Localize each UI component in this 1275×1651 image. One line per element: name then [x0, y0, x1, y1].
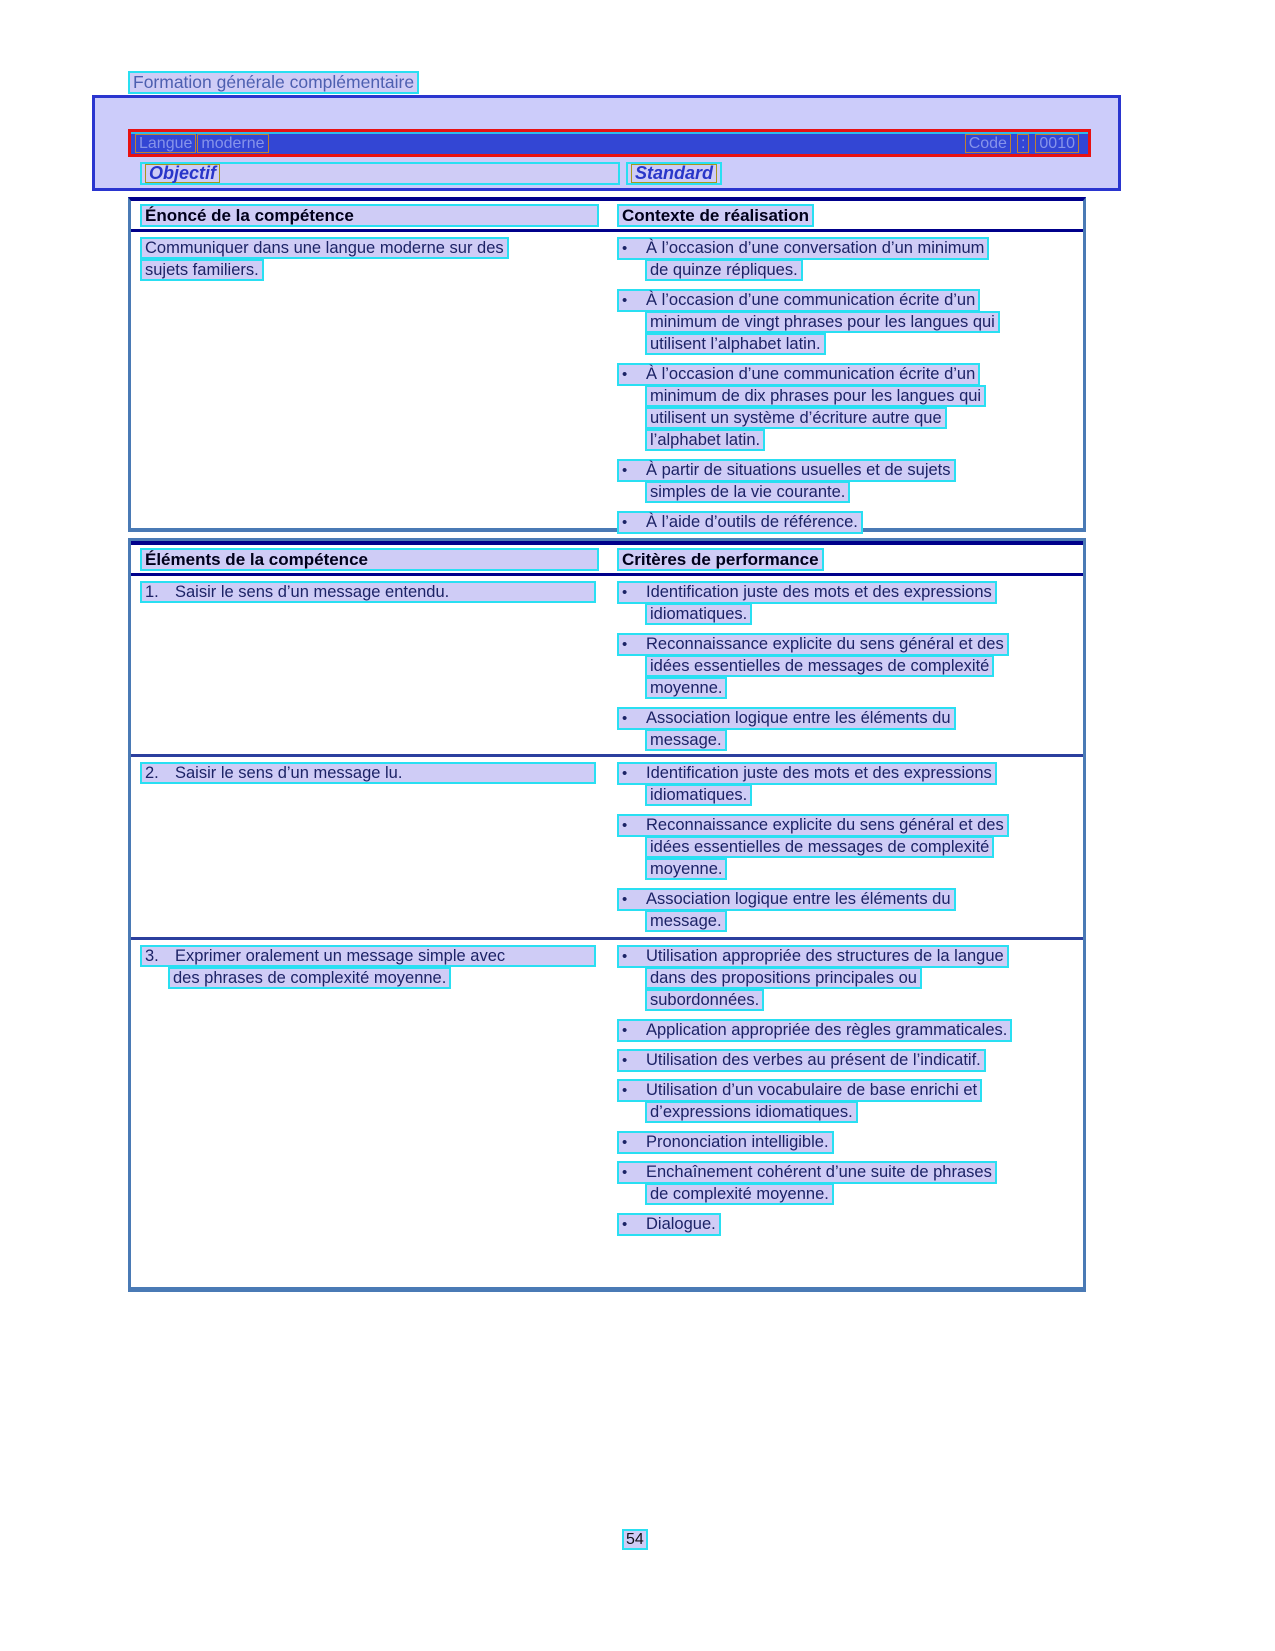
bullet-text: Dialogue. [646, 1215, 716, 1233]
criteria-bullet-list [611, 762, 1083, 937]
bullet-text: utilisent l’alphabet latin. [645, 333, 826, 355]
bullet-icon: • [622, 1134, 628, 1151]
page-number [622, 1529, 648, 1550]
bullet-text: Association logique entre les éléments du [646, 890, 951, 908]
bullet-text: message. [645, 910, 727, 932]
bullet-icon: • [622, 1022, 628, 1039]
bullet-text: moyenne. [645, 677, 727, 699]
element-number: 1. [145, 583, 159, 601]
bullet-icon: • [622, 1164, 628, 1181]
bullet-text: de complexité moyenne. [645, 1183, 834, 1205]
course-title-bar [128, 129, 1091, 157]
bullet-text: subordonnées. [645, 989, 764, 1011]
bullet-text: Utilisation d’un vocabulaire de base enrichi et [646, 1081, 978, 1099]
code-value: 0010 [1035, 134, 1079, 153]
table-row [131, 937, 1083, 1287]
bullet-text: utilisent un système d’écriture autre que [645, 407, 947, 429]
list-item [617, 1131, 1083, 1153]
course-title-word: moderne [197, 134, 268, 153]
table-row [131, 754, 1083, 937]
table1-body-row [131, 232, 1083, 533]
element-text: des phrases de complexité moyenne. [168, 967, 451, 989]
bullet-icon: • [622, 765, 628, 782]
table2-header-left: Éléments de la compétence [140, 548, 599, 571]
list-item [617, 1213, 1083, 1235]
bullet-text: moyenne. [645, 858, 727, 880]
list-item [617, 289, 1083, 355]
list-item [617, 633, 1083, 699]
bullet-text: idiomatiques. [645, 784, 752, 806]
bullet-text: Identification juste des mots et des expressions [646, 583, 992, 601]
list-item [617, 459, 1083, 503]
statement-line: sujets familiers. [140, 259, 264, 281]
bullet-icon: • [622, 891, 628, 908]
course-title-word: Langue [135, 134, 196, 153]
list-item [617, 363, 1083, 451]
list-item [617, 707, 1083, 751]
list-item [617, 1161, 1083, 1205]
bullet-text: minimum de dix phrases pour les langues qui [645, 385, 986, 407]
element-text: Saisir le sens d’un message lu. [175, 764, 403, 782]
bullet-icon: • [622, 817, 628, 834]
bullet-text: de quinze répliques. [645, 259, 803, 281]
bullet-text: À l’occasion d’une conversation d’un minimum [646, 239, 985, 257]
element-number: 3. [145, 947, 159, 965]
element-number: 2. [145, 764, 159, 782]
bullet-text: Reconnaissance explicite du sens général et des [646, 635, 1004, 653]
bullet-text: idées essentielles de messages de complexité [645, 836, 994, 858]
bullet-icon: • [622, 292, 628, 309]
bullet-text: d’expressions idiomatiques. [645, 1101, 858, 1123]
element-text: Exprimer oralement un message simple avec [175, 947, 506, 965]
table2-header-right: Critères de performance [617, 548, 824, 571]
bullet-text: Enchaînement cohérent d’une suite de phrases [646, 1163, 992, 1181]
bullet-text: À partir de situations usuelles et de sujets [646, 461, 951, 479]
bullet-text: Utilisation des verbes au présent de l’indicatif. [646, 1051, 981, 1069]
competence-statement [131, 237, 611, 533]
bullet-icon: • [622, 1216, 628, 1233]
objectif-label: Objectif [145, 164, 220, 183]
page-header-text: Formation générale complémentaire [128, 71, 419, 94]
table2-header-row [131, 541, 1083, 576]
table1-header-row [131, 201, 1083, 232]
bullet-icon: • [622, 514, 628, 531]
element-cell [131, 581, 611, 754]
list-item [617, 511, 1083, 533]
bullet-icon: • [622, 948, 628, 965]
bullet-icon: • [622, 1082, 628, 1099]
bullet-icon: • [622, 1052, 628, 1069]
list-item [617, 237, 1083, 281]
code-colon: : [1017, 134, 1029, 153]
bullet-text: dans des propositions principales ou [645, 967, 922, 989]
bullet-icon: • [622, 240, 628, 257]
page-number-text: 54 [622, 1529, 648, 1550]
bullet-text: idiomatiques. [645, 603, 752, 625]
bullet-icon: • [622, 710, 628, 727]
element-cell [131, 762, 611, 937]
element-cell [131, 945, 611, 1287]
bullet-icon: • [622, 462, 628, 479]
bullet-text: minimum de vingt phrases pour les langues qui [645, 311, 1000, 333]
objectif-heading [140, 162, 620, 185]
list-item [617, 581, 1083, 625]
context-bullet-list [611, 237, 1083, 533]
list-item [617, 1079, 1083, 1123]
standard-label: Standard [631, 164, 717, 183]
bullet-text: message. [645, 729, 727, 751]
criteria-bullet-list [611, 945, 1083, 1287]
table1-header-right: Contexte de réalisation [617, 204, 814, 227]
bullet-text: idées essentielles de messages de complexité [645, 655, 994, 677]
list-item [617, 762, 1083, 806]
objectif-standard-row [140, 162, 722, 185]
standard-heading [626, 162, 722, 185]
list-item [617, 945, 1083, 1011]
bullet-text: Prononciation intelligible. [646, 1133, 829, 1151]
bullet-text: À l’occasion d’une communication écrite d’un [646, 365, 976, 383]
statement-line: Communiquer dans une langue moderne sur des [140, 237, 509, 259]
bullet-text: Application appropriée des règles grammaticales. [646, 1021, 1008, 1039]
bullet-text: Association logique entre les éléments du [646, 709, 951, 727]
page-header [128, 71, 419, 94]
competence-context-table [128, 197, 1086, 532]
elements-criteria-table [128, 538, 1086, 1292]
title-box [92, 95, 1121, 191]
bullet-text: Identification juste des mots et des expressions [646, 764, 992, 782]
list-item [617, 888, 1083, 932]
list-item [617, 1049, 1083, 1071]
list-item [617, 1019, 1083, 1041]
bullet-text: À l’occasion d’une communication écrite d’un [646, 291, 976, 309]
bullet-icon: • [622, 366, 628, 383]
bullet-text: Reconnaissance explicite du sens général et des [646, 816, 1004, 834]
bullet-icon: • [622, 584, 628, 601]
bullet-text: Utilisation appropriée des structures de la langue [646, 947, 1004, 965]
list-item [617, 814, 1083, 880]
course-code [965, 134, 1080, 153]
code-label: Code [965, 134, 1011, 153]
table1-header-left: Énoncé de la compétence [140, 204, 599, 227]
bullet-text: simples de la vie courante. [645, 481, 850, 503]
table-row [131, 576, 1083, 754]
criteria-bullet-list [611, 581, 1083, 754]
element-text: Saisir le sens d’un message entendu. [175, 583, 450, 601]
bullet-text: l’alphabet latin. [645, 429, 765, 451]
bullet-icon: • [622, 636, 628, 653]
bullet-text: À l’aide d’outils de référence. [646, 513, 858, 531]
